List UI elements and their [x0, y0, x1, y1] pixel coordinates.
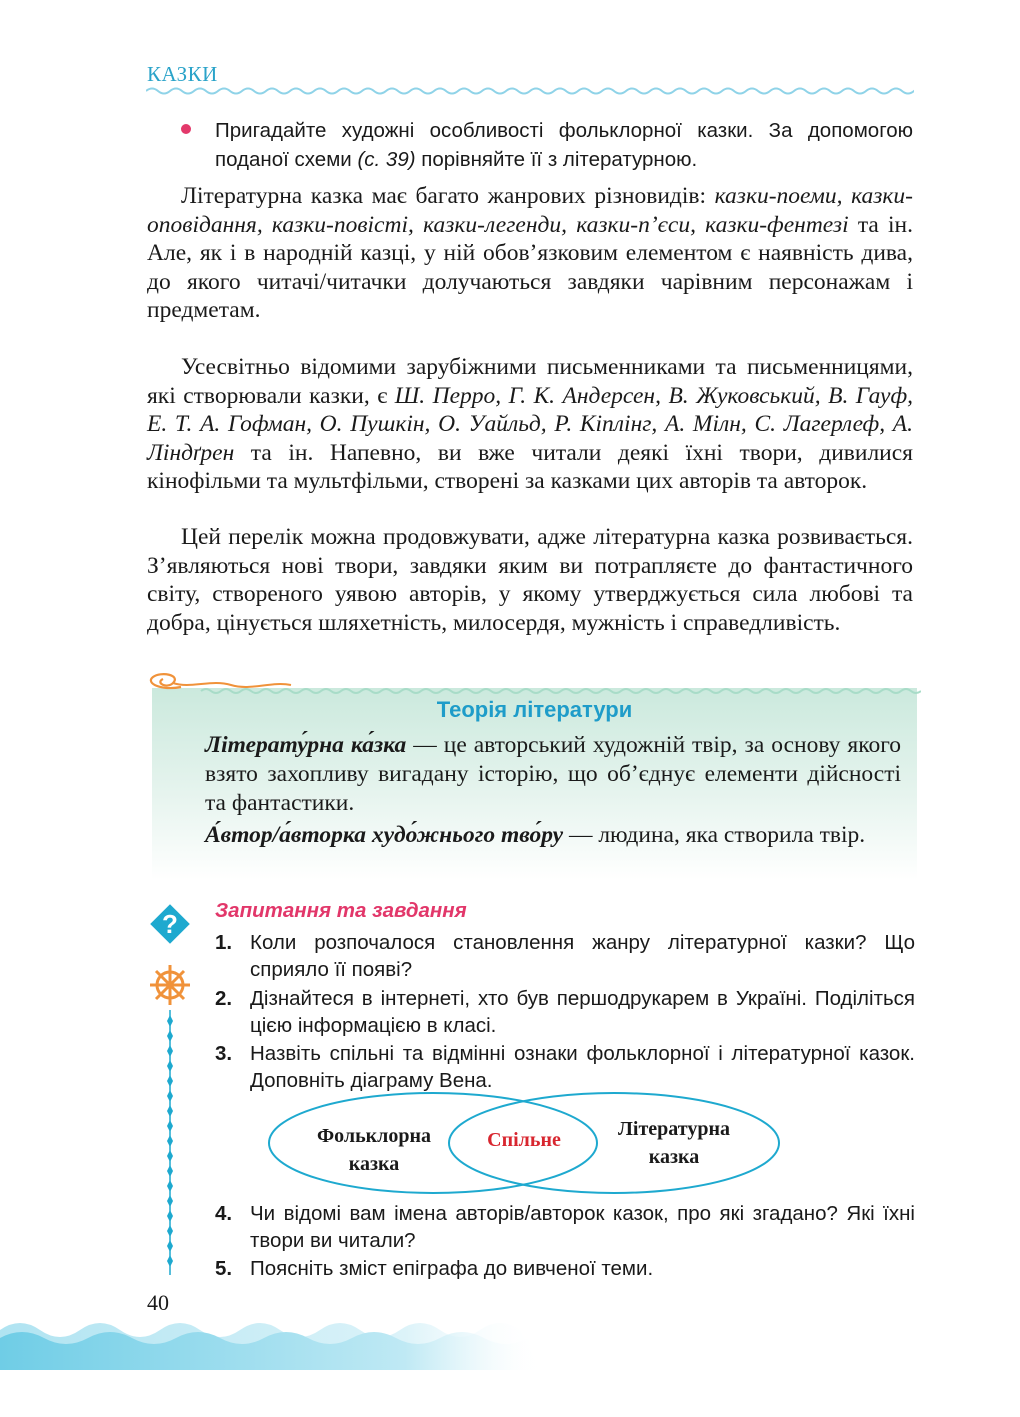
question-number: 5. — [215, 1257, 233, 1280]
swirl-ornament-icon — [141, 669, 921, 699]
bullet-text-after: порівняйте її з літературною. — [415, 148, 698, 171]
header-wave-divider — [146, 86, 914, 96]
definition-author — [205, 821, 901, 850]
paragraph1-text-c: та ін. Але, як і в народній казці, у ній обов’язковим елементом є наявність дива, до якого читачі/читачки долучаються завдяки чарівним персонажам і предметам. — [147, 211, 913, 324]
theory-title: Теорія літератури — [436, 697, 633, 722]
bullet-text-before: Пригадайте художні особливості фольклорної казки. За допомогою поданої схеми — [215, 119, 913, 171]
paragraph-literary-tale — [147, 182, 913, 325]
venn-center-label: Спільне — [487, 1129, 561, 1151]
questions-title: Запитання та завдання — [215, 899, 467, 922]
paragraph2-author-list: Ш. Перро, Г. К. Андерсен, В. Жуковський, В. Гауф, Е. Т. А. Гофман, О. Пушкін, О. Уайльд, Р. Кіплінг, А. Мілн, С. Лагерлеф, А. Ліндґрен — [147, 382, 914, 466]
question-text: Поясніть зміст епіграфа до вивченої теми. — [250, 1257, 654, 1280]
paragraph3-text: Цей перелік можна продовжувати, адже літературна казка розвивається. З’являються нові твори, завдяки яким ви потрапляєте до фантастичного світу, створеного уявою авторів, у якому утверджується сила любові та добра, цінується шляхетність, милосердя, мужність і справедливість. — [147, 524, 913, 636]
venn-right-label: Літературна казка — [618, 1118, 730, 1168]
questions-side-decoration — [145, 900, 197, 1280]
definition-author-text: — людина, яка створила твір. — [563, 822, 866, 848]
bullet-page-reference: (с. 39) — [357, 148, 416, 171]
definition-literary-tale — [205, 731, 901, 818]
bullet-marker — [181, 124, 191, 134]
term-literary-tale: Літерату́рна ка́зка — [205, 732, 407, 758]
paragraph2-text-c: та ін. Напевно, ви вже читали деякі їхні твори, дивилися кінофільми та мультфільми, створені за казками цих авторів та авторок. — [147, 439, 913, 495]
question-text: Назвіть спільні та відмінні ознаки фольклорної і літературної казок. Доповніть діаграму Вена. — [250, 1042, 915, 1092]
definition-literary-tale-text: — це авторський художній твір, за основу якого взято захопливу вигадану історію, що об’єднує елементи дійсності та фантастики. — [205, 732, 901, 816]
svg-text:?: ? — [162, 909, 178, 939]
question-number: 2. — [215, 987, 233, 1010]
question-text: Коли розпочалося становлення жанру літературної казки? Що сприяло її появі? — [250, 931, 915, 981]
paragraph1-genres: казки-поеми, казки-оповідання, казки-повісті, казки-легенди, казки-п’єси, казки-фентезі — [147, 183, 913, 238]
bullet-task — [215, 116, 913, 174]
paragraph2-text-a: Усесвітньо відомими зарубіжними письменниками та письменницями, які створювали казки, є — [147, 354, 913, 409]
question-number: 3. — [215, 1042, 233, 1065]
question-number: 4. — [215, 1202, 233, 1225]
venn-left-label: Фольклорна казка — [316, 1125, 432, 1175]
page-number: 40 — [147, 1290, 169, 1315]
bottom-wave-decoration — [0, 1310, 540, 1370]
paragraph-continuation — [147, 523, 913, 637]
question-mark-icon — [150, 904, 190, 944]
question-text: Чи відомі вам імена авторів/авторок казок, про які згадано? Які їхні твори ви читали? — [250, 1202, 915, 1252]
question-text: Дізнайтеся в інтернеті, хто був першодрукарем в Україні. Поділіться цією інформацією в класі. — [250, 987, 915, 1037]
paragraph1-text-a: Літературна казка має багато жанрових різновидів: — [181, 183, 715, 209]
question-number: 1. — [215, 931, 233, 954]
ship-wheel-icon — [150, 965, 190, 1005]
paragraph-writers — [147, 353, 913, 496]
term-author: А́втор/а́вторка худо́жнього тво́ру — [205, 822, 564, 848]
running-header: КАЗКИ — [147, 62, 218, 86]
